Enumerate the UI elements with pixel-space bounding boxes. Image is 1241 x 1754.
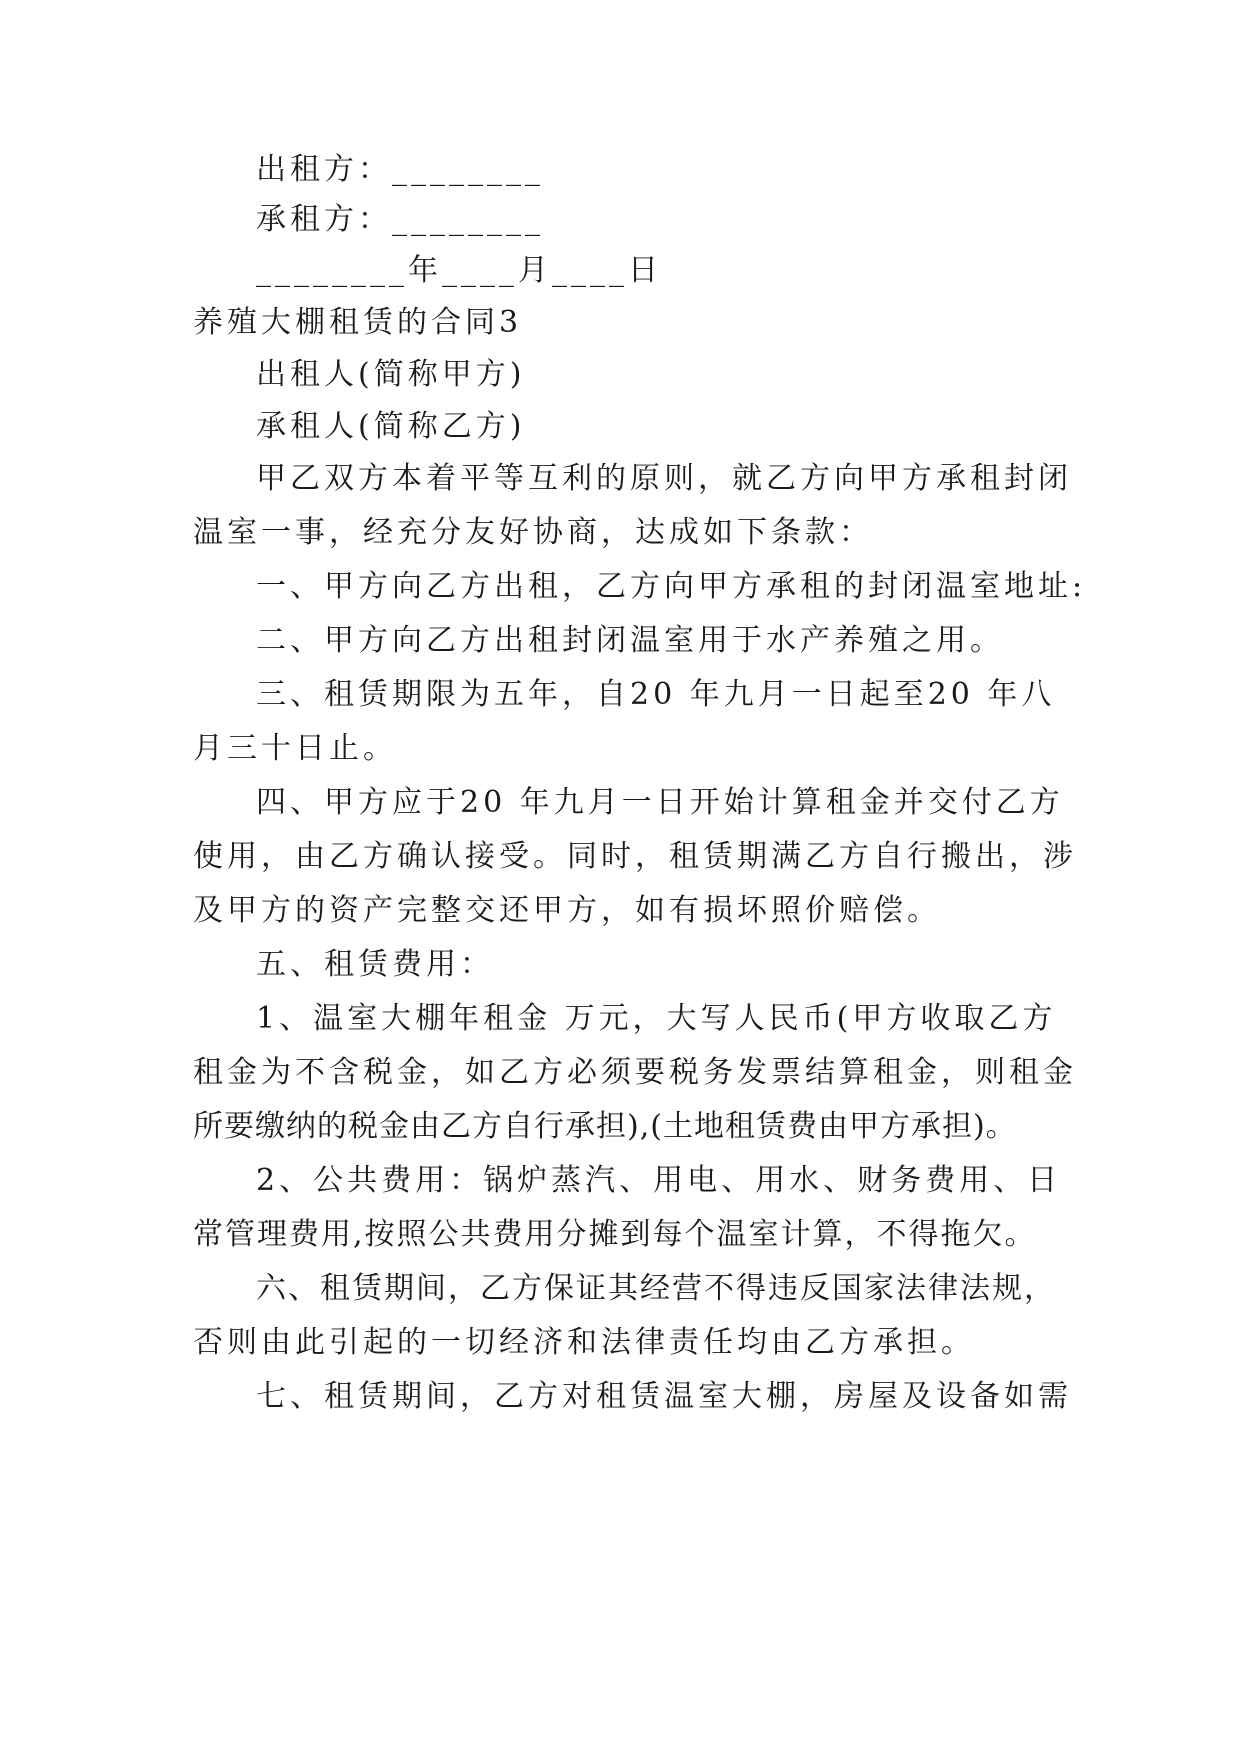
paragraph-line: 四、甲方应于20 年九月一日开始计算租金并交付乙方 (256, 785, 1064, 820)
paragraph-line: 租金为不含税金，如乙方必须要税务发票结算租金，则租金 (193, 1055, 1077, 1090)
paragraph-line: 甲乙双方本着平等互利的原则，就乙方向甲方承租封闭 (256, 461, 1072, 496)
paragraph-line: 五、租赁费用： (256, 947, 494, 982)
paragraph-line: 常管理费用,按照公共费用分摊到每个温室计算，不得拖欠。 (193, 1217, 1037, 1252)
signature-date: ________年____月____日 (256, 253, 662, 288)
paragraph-line: 二、甲方向乙方出租封闭温室用于水产养殖之用。 (256, 623, 1004, 658)
lessee-party: 承租人(简称乙方) (256, 409, 526, 444)
paragraph-line: 七、租赁期间，乙方对租赁温室大棚，房屋及设备如需 (256, 1379, 1072, 1414)
paragraph-line: 所要缴纳的税金由乙方自行承担),(土地租赁费由甲方承担)。 (193, 1109, 1017, 1144)
paragraph-line: 1、温室大棚年租金 万元，大写人民币(甲方收取乙方 (256, 1001, 1057, 1036)
lessee-signature: 承租方：________ (256, 202, 544, 237)
contract-title: 养殖大棚租赁的合同3 (193, 305, 523, 340)
lessor-signature: 出租方：________ (256, 152, 544, 187)
paragraph-line: 月三十日止。 (193, 731, 397, 766)
paragraph-line: 六、租赁期间，乙方保证其经营不得违反国家法律法规， (256, 1271, 1056, 1306)
paragraph-line: 使用，由乙方确认接受。同时，租赁期满乙方自行搬出，涉 (193, 839, 1077, 874)
paragraph-line: 及甲方的资产完整交还甲方，如有损坏照价赔偿。 (193, 893, 941, 928)
paragraph-line: 三、租赁期限为五年，自20 年九月一日起至20 年八 (256, 677, 1056, 712)
paragraph-line: 温室一事，经充分友好协商，达成如下条款： (193, 515, 873, 550)
lessor-party: 出租人(简称甲方) (256, 357, 526, 392)
paragraph-line: 一、甲方向乙方出租，乙方向甲方承租的封闭温室地址: (256, 569, 1087, 604)
paragraph-line: 否则由此引起的一切经济和法律责任均由乙方承担。 (193, 1325, 975, 1360)
paragraph-line: 2、公共费用：锅炉蒸汽、用电、用水、财务费用、日 (256, 1163, 1062, 1198)
